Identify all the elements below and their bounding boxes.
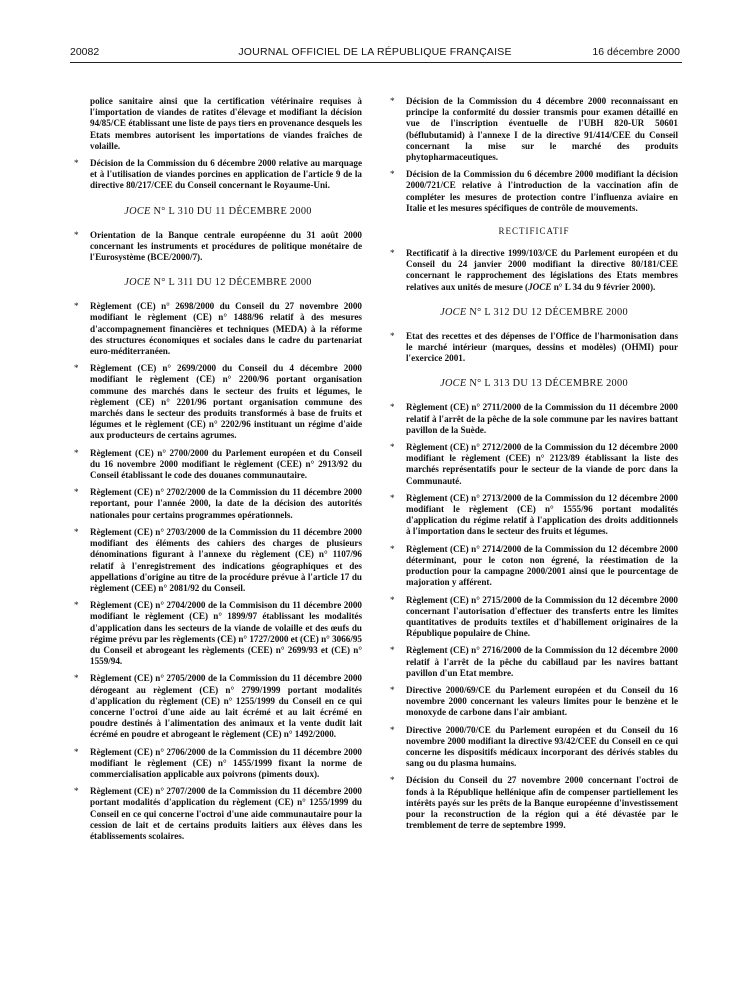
item-text: Règlement (CE) n° 2699/2000 du Conseil du 4 décembre 2000 modifiant le règlement (CE) n° 2200/96 portant organisation commune des marchés dans le secteur des fruits et légumes, le règlement (CE) n° 2201/96 portant organisation commune des marchés dans le secteur des produits transformés à base de fruits et légumes et le règlement (CE) n° 2202/96 instituant un régime d'aide aux producteurs de certains agrumes. bbox=[90, 363, 362, 441]
item-text: Règlement (CE) n° 2702/2000 de la Commission du 11 décembre 2000 reportant, pour l'année 2000, la date de la décision des autorités nationales pour certains programmes opérationnels. bbox=[90, 487, 362, 520]
item-text: Règlement (CE) n° 2715/2000 de la Commission du 12 décembre 2000 concernant l'autorisation d'effectuer des transferts entre les limites quantitatives de produits textiles et d'habillement originaires de la République populaire de Chine. bbox=[406, 594, 678, 639]
bullet-star: * bbox=[74, 746, 79, 757]
item-text: Etat des recettes et des dépenses de l'Office de l'harmonisation dans le marché intérieur (marques, dessins et modèles) (OHMI) pour l'exercice 2001. bbox=[406, 330, 678, 364]
bullet-star: * bbox=[74, 158, 79, 169]
list-item bbox=[390, 331, 678, 365]
bullet-star: * bbox=[390, 169, 395, 180]
list-item bbox=[74, 230, 362, 264]
item-text: Règlement (CE) n° 2712/2000 de la Commission du 12 décembre 2000 modifiant le règlement (CEE) n° 2123/89 établissant la liste des marchés représentatifs pour le secteur de la viande de porc dans la Communauté. bbox=[406, 442, 678, 486]
item-text: Règlement (CE) n° 2705/2000 de la Commission du 11 décembre 2000 dérogeant au règlement (CE) n° 2799/1999 portant modalités d'application du règlement (CE) n° 1255/1999 du Conseil en ce qui concerne l'octroi d'une aide au lait écrémé et au lait écrémé en poudre destinés à l'alimentation des animaux et la vente dudit lait écrémé en poudre et abrogeant le règlement (CE) n° 1492/2000. bbox=[90, 673, 362, 740]
list-item bbox=[74, 448, 362, 482]
item-text: Orientation de la Banque centrale européenne du 31 août 2000 concernant les instruments et procédures de politique monétaire de l'Eurosystème (BCE/2000/7). bbox=[90, 229, 362, 263]
list-item bbox=[390, 96, 678, 163]
item-text: Règlement (CE) n° 2713/2000 de la Commission du 12 décembre 2000 modifiant le règlement (CE) n° 1555/96 portant modalités d'application du régime relatif à l'application des droits additionnels à l'importation dans le secteur des fruits et légumes. bbox=[406, 492, 678, 537]
item-text-end: n° L 34 du 9 février 2000). bbox=[551, 281, 656, 292]
list-item bbox=[390, 595, 678, 640]
bullet-star: * bbox=[74, 600, 79, 611]
item-list bbox=[390, 96, 678, 214]
section-heading: RECTIFICATIF bbox=[498, 226, 570, 237]
page-header bbox=[70, 46, 680, 60]
item-text: Règlement (CE) n° 2700/2000 du Parlement européen et du Conseil du 16 novembre 2000 modifiant le règlement (CEE) n° 2913/92 du Conseil établissant le code des douanes communautaire. bbox=[90, 447, 362, 481]
item-text: Règlement (CE) n° 2714/2000 de la Commission du 12 décembre 2000 déterminant, pour le coton non égrené, la réestimation de la production pour la campagne 2000/2001 ainsi que le pourcentage de majoration y afférent. bbox=[406, 543, 678, 588]
left-column bbox=[74, 96, 362, 848]
list-item bbox=[390, 775, 678, 831]
list-item bbox=[74, 673, 362, 740]
section-heading-text: N° L 311 DU 12 DÉCEMBRE 2000 bbox=[153, 277, 312, 289]
list-item bbox=[390, 169, 678, 214]
header-rule bbox=[70, 62, 682, 63]
bullet-star: * bbox=[390, 402, 395, 413]
item-text: Décision de la Commission du 6 décembre 2000 modifiant la décision 2000/721/CE relative à l'introduction de la vaccination afin de compléter les mesures de protection contre l'influenza aviaire en Italie et les mesures spécifiques de contrôle de mouvements. bbox=[406, 169, 678, 213]
bullet-star: * bbox=[390, 645, 395, 656]
bullet-star: * bbox=[74, 673, 79, 684]
item-text: Règlement (CE) n° 2707/2000 de la Commission du 11 décembre 2000 portant modalités d'application du règlement (CE) n° 1255/1999 du Conseil en ce qui concerne l'octroi d'une aide communautaire pour la cession de lait et de certains produits laitiers aux élèves dans les établissements scolaires. bbox=[90, 786, 362, 841]
issue-date: 16 décembre 2000 bbox=[592, 46, 680, 58]
bullet-star: * bbox=[390, 330, 395, 341]
bullet-star: * bbox=[74, 786, 79, 797]
list-item bbox=[390, 442, 678, 487]
item-text: Décision de la Commission du 6 décembre 2000 relative au marquage et à l'utilisation de viandes porcines en application de l'article 9 de la directive 80/217/CEE du Conseil concernant le Royaume-Uni. bbox=[90, 158, 362, 191]
list-item bbox=[74, 363, 362, 441]
section-heading bbox=[390, 307, 678, 318]
bullet-star: * bbox=[74, 229, 79, 240]
list-item bbox=[74, 158, 362, 192]
item-text: police sanitaire ainsi que la certification vétérinaire requises à l'importation de viandes de ratites d'élevage et modifiant la décision 94/85/CE établissant une liste de pays tiers en provenance desquels les Etats membres autorisent les importations de viandes fraîches de volaille. bbox=[90, 96, 362, 151]
bullet-star: * bbox=[390, 492, 395, 503]
bullet-star: * bbox=[390, 594, 395, 605]
list-item bbox=[390, 402, 678, 436]
section-heading bbox=[74, 277, 362, 288]
list-item bbox=[74, 600, 362, 667]
right-column bbox=[390, 96, 678, 837]
bullet-star: * bbox=[390, 724, 395, 735]
item-list bbox=[74, 301, 362, 842]
list-item bbox=[390, 544, 678, 589]
item-text: Règlement (CE) n° 2703/2000 de la Commission du 11 décembre 2000 modifiant des éléments des cahiers des charges de plusieurs dénominations figurant à l'annexe du règlement (CE) n° 1107/96 relatif à l'enregistrement des indications géographiques et des appellations d'origine au titre de la procédure prévue à l'article 17 du règlement (CEE) n° 2081/92 du Conseil. bbox=[90, 526, 362, 593]
section-heading bbox=[74, 206, 362, 217]
list-item bbox=[390, 493, 678, 538]
joce-label: JOCE bbox=[440, 378, 467, 390]
list-item bbox=[390, 645, 678, 679]
bullet-star: * bbox=[390, 684, 395, 695]
list-item bbox=[74, 527, 362, 594]
section-heading-text: N° L 310 DU 11 DÉCEMBRE 2000 bbox=[153, 205, 312, 217]
joce-label: JOCE bbox=[124, 277, 151, 289]
list-item bbox=[74, 487, 362, 521]
list-item bbox=[390, 248, 678, 293]
section-heading bbox=[390, 378, 678, 389]
item-text: Rectificatif à la directive 1999/103/CE du Parlement européen et du Conseil du 24 janvier 2000 modifiant la directive 80/181/CEE concernant le rapprochement des législations des Etats membres relatives aux unités de mesure ( bbox=[406, 248, 678, 292]
item-text: Directive 2000/69/CE du Parlement européen et du Conseil du 16 novembre 2000 concernant les valeurs limites pour le benzène et le monoxyde de carbone dans l'air ambiant. bbox=[406, 684, 678, 718]
section-heading-text: N° L 312 DU 12 DÉCEMBRE 2000 bbox=[469, 306, 628, 318]
joce-label: JOCE bbox=[528, 281, 552, 292]
item-text: Règlement (CE) n° 2704/2000 de la Commisison du 11 décembre 2000 modifiant le règlement (CE) n° 1899/97 établissant les modalités d'application dans les secteurs de la viande de volaille et des œufs du régime prévu par les règlements (CE) n° 1727/2000 et (CE) n° 3066/95 du Conseil et abrogeant les règlements (CEE) n° 2699/93 et (CE) n° 1559/94. bbox=[90, 600, 362, 667]
list-item bbox=[390, 725, 678, 770]
bullet-star: * bbox=[74, 363, 79, 374]
list-item bbox=[74, 747, 362, 781]
item-text: Règlement (CE) n° 2706/2000 de la Commission du 11 décembre 2000 modifiant le règlement (CE) n° 1455/1999 fixant la norme de commercialisation applicable aux poivrons (piments doux). bbox=[90, 746, 362, 779]
list-item-continued bbox=[74, 96, 362, 152]
journal-title: JOURNAL OFFICIEL DE LA RÉPUBLIQUE FRANÇAISE bbox=[238, 46, 512, 58]
list-item bbox=[74, 786, 362, 842]
list-item bbox=[74, 301, 362, 357]
bullet-star: * bbox=[390, 96, 395, 106]
item-text: Règlement (CE) n° 2716/2000 de la Commission du 12 décembre 2000 relatif à l'arrêt de la pêche du cabillaud par les navires battant pavillon d'un Etat membre. bbox=[406, 645, 678, 678]
item-text: Décision de la Commission du 4 décembre 2000 reconnaissant en principe la conformité du dossier transmis pour examen détaillé en vue de l'inscription éventuelle de l'UBH 820-UR 50601 (béflubutamid) à l'annexe I de la directive 91/414/CEE du Conseil concernant la mise sur le marché des produits phytopharmaceutiques. bbox=[406, 96, 678, 163]
page-number: 20082 bbox=[70, 46, 100, 58]
bullet-star: * bbox=[74, 487, 79, 498]
bullet-star: * bbox=[74, 526, 79, 537]
bullet-star: * bbox=[390, 442, 395, 453]
item-text: Règlement (CE) n° 2711/2000 de la Commission du 11 décembre 2000 relatif à l'arrêt de la pêche de la sole commune par les navires battant pavillon de la Suède. bbox=[406, 402, 678, 435]
bullet-star: * bbox=[390, 775, 395, 786]
section-heading-text: N° L 313 DU 13 DÉCEMBRE 2000 bbox=[469, 378, 628, 390]
item-text: Directive 2000/70/CE du Parlement européen et du Conseil du 16 novembre 2000 modifiant la directive 93/42/CEE du Conseil en ce qui concerne les dispositifs médicaux incorporant des dérivés stables du sang ou du plasma humains. bbox=[406, 724, 678, 769]
bullet-star: * bbox=[390, 248, 395, 259]
item-text: Règlement (CE) n° 2698/2000 du Conseil du 27 novembre 2000 modifiant le règlement (CE) n° 1488/96 relatif à des mesures d'accompagnement financières et techniques (MEDA) à la réforme des structures économiques et sociales dans le cadre du partenariat euro-méditerranéen. bbox=[90, 301, 362, 357]
item-list bbox=[390, 402, 678, 831]
bullet-star: * bbox=[390, 543, 395, 554]
item-text: Décision du Conseil du 27 novembre 2000 concernant l'octroi de fonds à la République hellénique afin de compenser partiellement les intérêts payés sur les prêts de la Banque européenne d'investissement pour la reconstruction de la région qui a été dévastée par le tremblement de terre de septembre 1999. bbox=[406, 775, 678, 831]
bullet-star: * bbox=[74, 447, 79, 458]
joce-label: JOCE bbox=[440, 306, 467, 318]
list-item bbox=[390, 685, 678, 719]
joce-label: JOCE bbox=[124, 205, 151, 217]
bullet-star: * bbox=[74, 301, 79, 312]
